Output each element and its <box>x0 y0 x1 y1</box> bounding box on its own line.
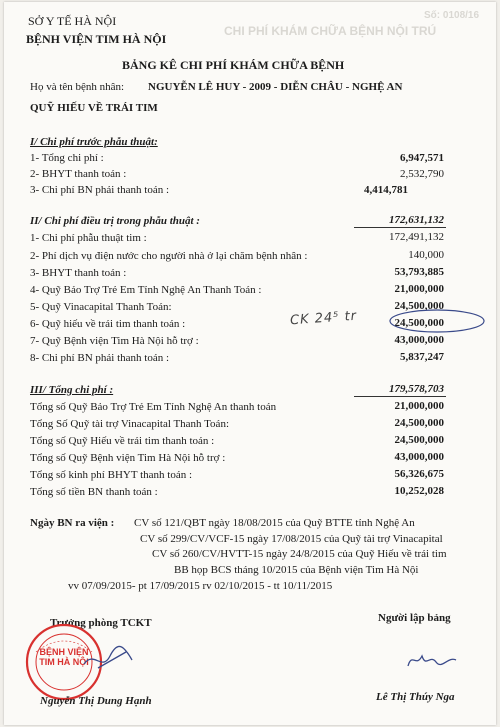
section2-row-value: 5,837,247 <box>400 351 444 363</box>
ghost-text: Số: 0108/16 <box>424 10 480 21</box>
section3-total: 179,578,703 <box>389 383 444 395</box>
patient-label: Họ và tên bệnh nhân: <box>30 81 125 93</box>
section1-row-value: 6,947,571 <box>400 152 444 164</box>
right-signer-name: Lê Thị Thúy Nga <box>376 691 455 703</box>
section2-row-label: 4- Quỹ Bảo Trợ Trẻ Em Tỉnh Nghệ An Thanh Toán : <box>30 284 262 296</box>
section3-row-value: 21,000,000 <box>394 400 444 412</box>
section2-row-value: 21,000,000 <box>394 283 444 295</box>
hospital-name: BỆNH VIỆN TIM HÀ NỘI <box>26 32 167 46</box>
section2-heading: II/ Chi phí điều trị trong phẫu thuật : <box>30 215 200 227</box>
ministry-name: SỞ Y TẾ HÀ NỘI <box>28 14 117 28</box>
section2-row-value: 24,500,000 <box>394 300 444 312</box>
patient-name: NGUYỄN LÊ HUY - 2009 - DIỄN CHÂU - NGHỆ AN <box>148 81 403 93</box>
section1-row-label: 2- BHYT thanh toán : <box>30 168 127 180</box>
section3-heading: III/ Tổng chi phí : <box>30 384 114 396</box>
section3-row-value: 24,500,000 <box>394 417 444 429</box>
reference-line: CV số 260/CV/HVTT-15 ngày 24/8/2015 của Quỹ Hiếu về trái tim <box>152 548 447 560</box>
section2-row-label: 5- Quỹ Vinacapital Thanh Toán: <box>30 301 172 313</box>
section2-row-label: 3- BHYT thanh toán : <box>30 267 127 279</box>
section2-row-label: 2- Phí dịch vụ điện nước cho người nhà ở lại chăm bệnh nhân : <box>30 250 308 262</box>
section3-row-label: Tổng số kinh phí BHYT thanh toán : <box>30 469 193 481</box>
stamp-text: BỆNH VIỆN TIM HÀ NỘI <box>39 647 89 667</box>
ghost-text: CHI PHÍ KHÁM CHỮA BỆNH NỘI TRÚ <box>224 24 437 38</box>
left-signer-name: Nguyễn Thị Dung Hạnh <box>40 695 152 707</box>
section2-row-value: 43,000,000 <box>394 334 444 346</box>
section2-row-label: 7- Quỹ Bệnh viện Tim Hà Nội hỗ trợ : <box>30 335 199 347</box>
section2-row-value: 24,500,000 <box>394 317 444 329</box>
reference-line: CV số 299/CV/VCF-15 ngày 17/08/2015 của Quỹ tài trợ Vinacapital <box>140 533 443 545</box>
document-title: BẢNG KÊ CHI PHÍ KHÁM CHỮA BỆNH <box>122 58 345 72</box>
section3-row-label: Tổng số Quỹ Bảo Trợ Trẻ Em Tỉnh Nghệ An thanh toán <box>30 401 277 413</box>
section1-row-label: 3- Chi phí BN phải thanh toán : <box>30 184 170 196</box>
divider <box>354 227 446 228</box>
pen-circle-icon <box>386 307 488 335</box>
section3-row-value: 56,326,675 <box>394 468 444 480</box>
section3-row-label: Tổng số Quỹ Hiếu về trái tim thanh toán : <box>30 435 215 447</box>
section2-row-label: 1- Chi phí phẫu thuật tim : <box>30 232 147 244</box>
admission-label: Ngày BN ra viện : <box>30 517 115 529</box>
left-signer-title: Trưởng phòng TCKT <box>50 617 152 629</box>
fund-name: QUỸ HIẾU VỀ TRÁI TIM <box>30 102 158 114</box>
section3-row-label: Tổng số Quỹ Bệnh viện Tim Hà Nội hỗ trợ : <box>30 452 226 464</box>
section1-row-value: 2,532,790 <box>400 168 444 180</box>
section3-row-value: 43,000,000 <box>394 451 444 463</box>
section3-row-value: 24,500,000 <box>394 434 444 446</box>
section2-row-label: 8- Chi phí BN phải thanh toán : <box>30 352 170 364</box>
section1-heading: I/ Chi phí trước phẫu thuật: <box>30 136 158 148</box>
section2-total: 172,631,132 <box>389 214 444 226</box>
right-signer-title: Người lập bảng <box>378 612 451 624</box>
divider <box>354 396 446 397</box>
section3-row-label: Tổng số tiền BN thanh toán : <box>30 486 158 498</box>
section3-row-label: Tổng Số Quỹ tài trợ Vinacapital Thanh Toán: <box>30 418 229 430</box>
handwritten-note: CK 24⁵ tr <box>289 308 358 329</box>
section3-row-value: 10,252,028 <box>394 485 444 497</box>
left-signature-icon <box>80 642 140 678</box>
section1-row-label: 1- Tổng chi phí : <box>30 152 104 164</box>
section2-row-label: 6- Quỹ hiếu về trái tim thanh toán : <box>30 318 186 330</box>
right-signature-icon <box>402 642 462 676</box>
document-page <box>4 2 496 725</box>
section2-row-value: 53,793,885 <box>394 266 444 278</box>
reference-line: BB họp BCS tháng 10/2015 của Bệnh viện Tim Hà Nội <box>174 564 419 576</box>
section2-row-value: 172,491,132 <box>389 231 444 243</box>
reference-line: vv 07/09/2015- pt 17/09/2015 rv 02/10/2015 - tt 10/11/2015 <box>68 580 333 592</box>
section2-row-value: 140,000 <box>408 249 444 261</box>
reference-line: CV số 121/QBT ngày 18/08/2015 của Quỹ BTTE tỉnh Nghệ An <box>134 517 415 529</box>
section1-row-value: 4,414,781 <box>364 184 408 196</box>
